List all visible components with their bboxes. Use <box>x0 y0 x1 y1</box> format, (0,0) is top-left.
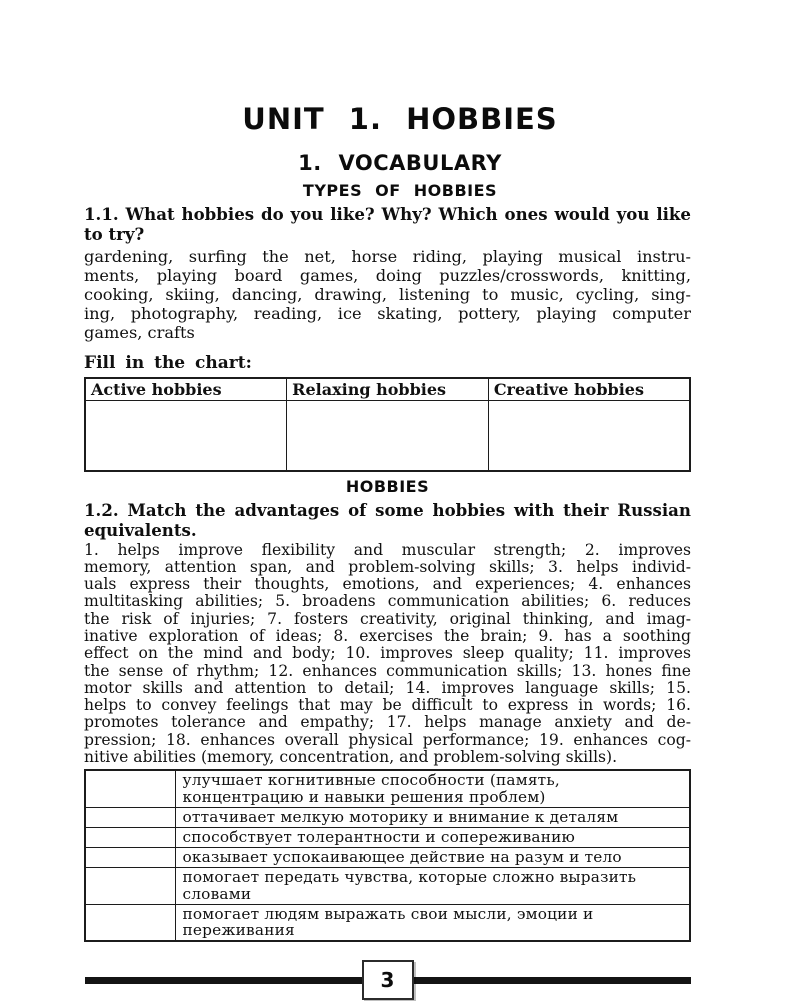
match-answer-cell <box>85 904 175 941</box>
hobbies-heading: HOBBIES <box>345 476 430 496</box>
prompt-line: equivalents. <box>84 519 197 540</box>
advantages-line: the risk of injuries; 7. fosters creativity, original thinking, and imag- <box>84 609 691 628</box>
chart-header-row <box>85 378 690 401</box>
prompt-line: 1.1. What hobbies do you like? Why? Which ones would you like <box>84 204 691 224</box>
vocabulary-heading: 1. VOCABULARY <box>298 151 502 175</box>
match-russian-cell: помогает людям выражать свои мысли, эмоции и переживания <box>175 904 690 941</box>
chart-body-row <box>85 401 690 471</box>
match-table-row <box>85 827 690 847</box>
advantages-line: nitive abilities (memory, concentration, and problem-solving skills). <box>84 748 618 767</box>
match-russian-cell: помогает передать чувства, которые сложно выразить словами <box>175 868 690 904</box>
advantages-line: promotes tolerance and empathy; 17. helps manage anxiety and de- <box>84 713 691 732</box>
chart-empty-cell-relaxing <box>287 401 489 471</box>
match-answer-cell <box>85 807 175 827</box>
match-answer-cell <box>85 868 175 904</box>
chart-header-cell: Active hobbies <box>85 378 287 401</box>
match-table-row <box>85 848 690 868</box>
match-russian-cell: оттачивает мелкую моторику и внимание к деталям <box>175 807 690 827</box>
advantages-line: helps to convey feelings that may be difficult to express in words; 16. <box>84 696 691 715</box>
match-answer-cell <box>85 827 175 847</box>
fill-chart-label: Fill in the chart: <box>84 353 252 373</box>
types-of-hobbies-heading: TYPES OF HOBBIES <box>302 181 498 200</box>
chart-empty-cell-active <box>85 401 287 471</box>
match-table-row <box>85 770 690 807</box>
hobby-list-line: gardening, surfing the net, horse riding, playing musical instru- <box>84 247 691 266</box>
advantages-line: multitasking abilities; 5. broadens communication abilities; 6. reduces <box>84 592 691 611</box>
match-table-row <box>85 904 690 941</box>
match-table-body <box>85 770 690 941</box>
hobby-list-line: cooking, skiing, dancing, drawing, listening to music, cycling, sing- <box>84 285 691 304</box>
advantages-paragraph <box>84 542 691 767</box>
match-answer-cell <box>85 848 175 868</box>
page-number-box <box>362 960 414 1000</box>
match-russian-cell: способствует толерантности и сопереживанию <box>175 827 690 847</box>
advantages-line: motor skills and attention to detail; 14. improves language skills; 15. <box>84 678 691 697</box>
advantages-line: uals express their thoughts, emotions, and experiences; 4. enhances <box>84 575 691 594</box>
match-answer-cell <box>85 770 175 807</box>
advantages-line: 1. helps improve flexibility and muscular strength; 2. improves <box>84 540 691 559</box>
match-table <box>84 769 691 942</box>
page-content <box>84 204 691 942</box>
hobby-list-line: ments, playing board games, doing puzzles/crosswords, knitting, <box>84 266 691 285</box>
hobby-list-line: ing, photography, reading, ice skating, pottery, playing computer <box>84 304 691 323</box>
chart-header-cell: Creative hobbies <box>488 378 690 401</box>
prompt-line: 1.2. Match the advantages of some hobbies with their Russian <box>84 499 691 520</box>
chart-header-cell: Relaxing hobbies <box>287 378 489 401</box>
advantages-line: effect on the mind and body; 10. improves sleep quality; 11. improves <box>84 644 691 663</box>
match-russian-cell: оказывает успокаивающее действие на разум и тело <box>175 848 690 868</box>
advantages-line: memory, attention span, and problem-solving skills; 3. helps individ- <box>84 557 691 576</box>
page-footer <box>84 959 691 1001</box>
hobbies-chart-table <box>84 377 691 472</box>
unit-title: UNIT 1. HOBBIES <box>242 102 558 136</box>
advantages-line: inative exploration of ideas; 8. exercises the brain; 9. has a soothing <box>84 626 691 645</box>
chart-empty-cell-creative <box>488 401 690 471</box>
exercise-1-1-prompt <box>84 204 691 244</box>
match-russian-cell: улучшает когнитивные способности (память, концентрацию и навыки решения проблем) <box>175 770 690 807</box>
prompt-line: to try? <box>84 224 145 244</box>
advantages-line: the sense of rhythm; 12. enhances communication skills; 13. hones fine <box>84 661 691 680</box>
page-number: 3 <box>380 968 395 993</box>
advantages-line: pression; 18. enhances overall physical performance; 19. enhances cog- <box>84 730 691 749</box>
match-table-row <box>85 868 690 904</box>
exercise-1-2-prompt <box>84 500 691 540</box>
match-table-row <box>85 807 690 827</box>
hobby-list-line: games, crafts <box>84 323 195 342</box>
hobby-list-paragraph <box>84 247 691 342</box>
